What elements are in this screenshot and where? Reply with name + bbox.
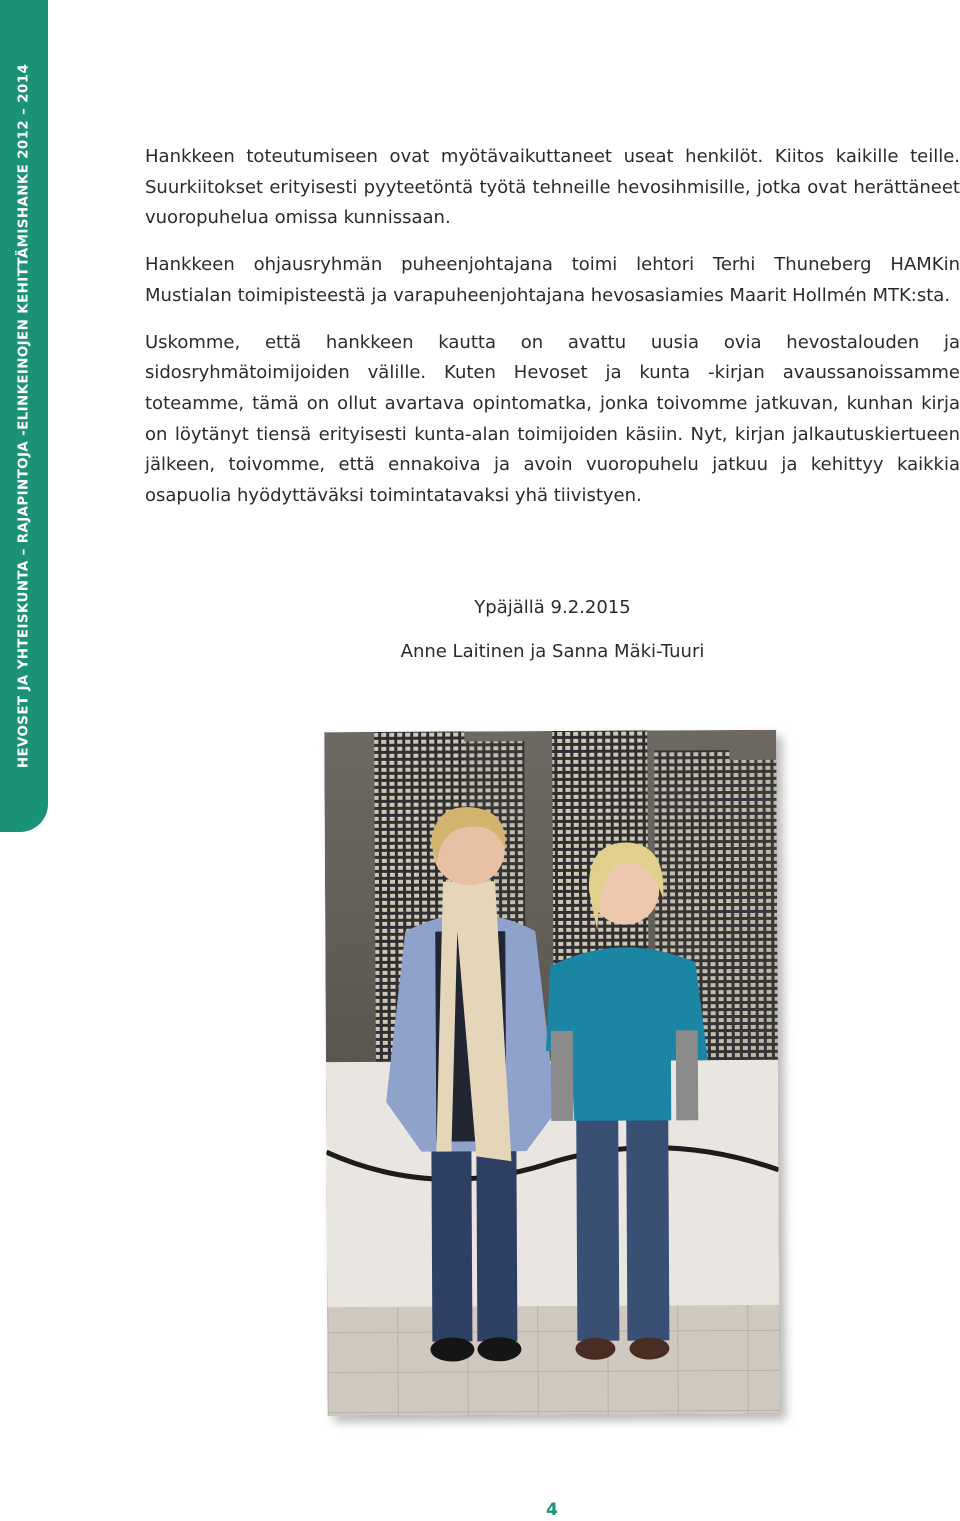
page-number: 4 [546, 1500, 558, 1520]
signature-place-date: Ypäjällä 9.2.2015 [474, 597, 631, 618]
photo-illustration [324, 730, 780, 1416]
photo [324, 730, 780, 1416]
side-tab [0, 0, 48, 832]
body-text [145, 142, 960, 528]
signature-names: Anne Laitinen ja Sanna Mäki-Tuuri [400, 641, 705, 662]
paragraph-thanks: Hankkeen toteutumiseen ovat myötävaikuttaneet useat henkilöt. Kiitos kaikille teille. Suurkiitokset erityisesti pyyteetöntä työtä tehneille hevosihmisille, jotka ovat herättäneet vuoropuhelua omissa kunnissaan. [145, 146, 960, 229]
paragraph-conclusion: Uskomme, että hankkeen kautta on avattu uusia ovia hevostalouden ja sidosryhmätoimijoiden välille. Kuten Hevoset ja kunta -kirjan avaussanoissamme toteamme, tämä on ollut avartava opintomatka, jonka toivomme jatkuvan, kunhan kirja on löytänyt tiensä erityisesti kunta-alan toimijoiden käsiin. Nyt, kirjan jalkautuskiertueen jälkeen, toivomme, että ennakoiva ja avoin vuoropuhelu jatkuu ja kehittyy kaikkia osapuolia hyödyttäväksi toimintatavaksi yhä tiivistyen. [145, 331, 960, 507]
running-title: HEVOSET JA YHTEISKUNTA – RAJAPINTOJA -ELINKEINOJEN KEHITTÄMISHANKE 2012 – 2014 [16, 63, 32, 769]
paragraph-steering-group: Hankkeen ohjausryhmän puheenjohtajana toimi lehtori Terhi Thuneberg HAMKin Mustialan toimipisteestä ja varapuheenjohtajana hevosasiamies Maarit Hollmén MTK:sta. [145, 254, 960, 306]
